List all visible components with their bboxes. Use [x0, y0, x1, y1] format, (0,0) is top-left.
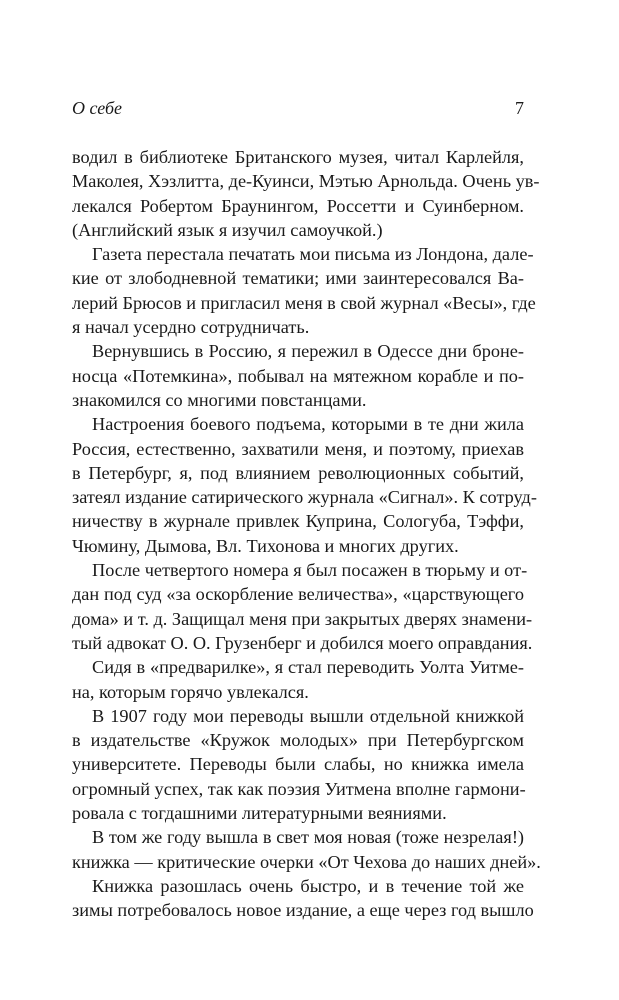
text-line: на, которым горячо увлекался.: [72, 681, 309, 702]
text-line: знакомился со многими повстанцами.: [72, 389, 367, 410]
text-line: В 1907 году мои переводы вышли отдельной книжкой: [92, 705, 524, 726]
page-number: 7: [515, 98, 524, 118]
text-line: я начал усердно сотрудничать.: [72, 317, 310, 338]
text-line: кие от злободневной тематики; ими заинтересовался Ва-: [72, 268, 524, 289]
text-line: Маколея, Хэзлитта, де-Куинси, Мэтью Арнольда. Очень ув-: [72, 171, 540, 192]
text-line: огромный успех, так как поэзия Уитмена вполне гармони-: [72, 778, 526, 799]
text-line: После четвертого номера я был посажен в тюрьму и от-: [92, 560, 528, 581]
text-line: дан под суд «за оскорбление величества», «царствующего: [72, 584, 524, 605]
text-line: носца «Потемкина», побывал на мятежном корабле и по-: [72, 365, 524, 386]
text-line: лерий Брюсов и пригласил меня в свой журнал «Весы», где: [72, 292, 536, 313]
text-line: Сидя в «предварилке», я стал переводить Уолта Уитме-: [92, 657, 524, 678]
text-line: в издательстве «Кружок молодых» при Петербургском: [72, 730, 524, 751]
text-line: ничеству в журнале привлек Куприна, Сологуба, Тэффи,: [72, 511, 524, 532]
text-line: зимы потребовалось новое издание, а еще через год вышло: [72, 900, 534, 921]
text-line: затеял издание сатирического журнала «Сигнал». К сотруд-: [72, 487, 537, 508]
text-line: Вернувшись в Россию, я пережил в Одессе дни броне-: [92, 341, 524, 362]
text-line: Книжка разошлась очень быстро, и в течение той же: [92, 875, 524, 896]
text-line: университете. Переводы были слабы, но книжка имела: [72, 754, 524, 775]
text-line: Россия, естественно, захватили меня, и поэтому, приехав: [72, 438, 524, 459]
page-header: [72, 96, 524, 120]
text-line: (Английский язык я изучил самоучкой.): [72, 219, 383, 240]
body-text: [72, 145, 541, 923]
text-line: в Петербург, я, под влиянием революционных событий,: [72, 462, 524, 483]
running-head: О себе: [72, 98, 123, 118]
text-line: Газета перестала печатать мои письма из Лондона, дале-: [92, 244, 534, 265]
text-line: лекался Робертом Браунингом, Россетти и Суинберном.: [72, 195, 524, 216]
text-line: В том же году вышла в свет моя новая (тоже незрелая!): [92, 827, 524, 848]
text-line: дома» и т. д. Защищал меня при закрытых дверях знамени-: [72, 608, 533, 629]
text-line: Чюмину, Дымова, Вл. Тихонова и многих других.: [72, 535, 459, 556]
text-line: Настроения боевого подъема, которыми в те дни жила: [92, 414, 524, 435]
text-line: ровала с тогдашними литературными веяниями.: [72, 803, 447, 824]
text-line: тый адвокат О. О. Грузенберг и добился моего оправдания.: [72, 632, 533, 653]
text-line: книжка — критические очерки «От Чехова до наших дней».: [72, 851, 541, 872]
text-line: водил в библиотеке Британского музея, читал Карлейля,: [72, 147, 524, 167]
